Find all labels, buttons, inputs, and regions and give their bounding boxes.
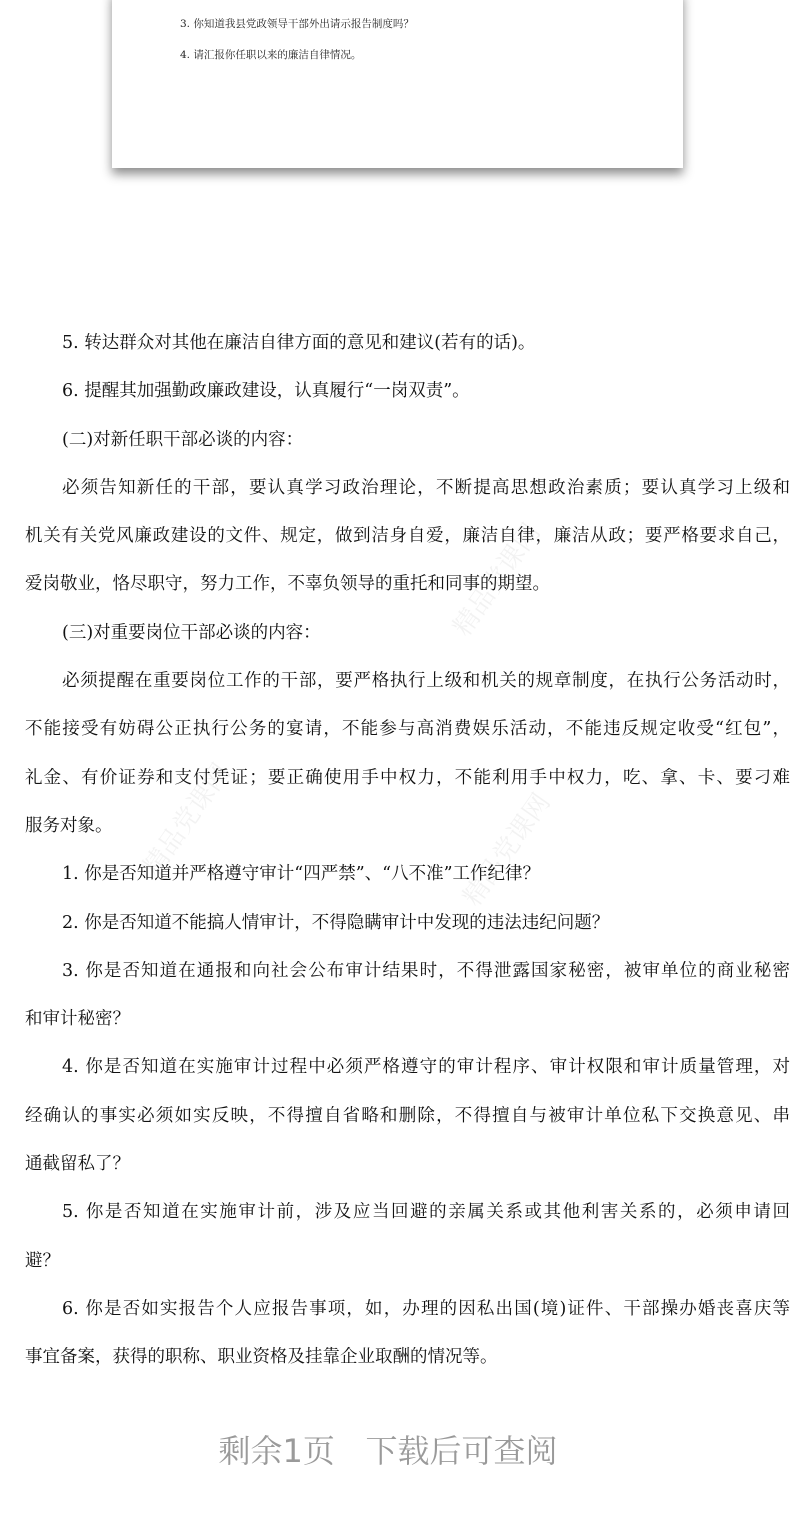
paragraph (25, 857, 790, 905)
paragraph-line: 经确认的事实必须如实反映，不得擅自省略和删除，不得擅自与被审计单位私下交换意见、串 (25, 1105, 790, 1126)
paragraph-line: 必须提醒在重要岗位工作的干部，要严格执行上级和机关的规章制度，在执行公务活动时， (62, 671, 790, 692)
preview-page-card (112, 0, 683, 168)
remaining-pages-text: 剩余1页 (218, 1432, 335, 1470)
paragraph-line: 4. 你是否知道在实施审计过程中必须严格遵守的审计程序、审计权限和审计质量管理，对 (62, 1057, 790, 1078)
paragraph (25, 906, 790, 954)
paragraph-line: 通截留私了？ (25, 1154, 130, 1175)
paragraph-line: (二)对新任职干部必谈的内容： (62, 429, 304, 450)
preview-line: 4. 请汇报你任职以来的廉洁自律情况。 (180, 49, 362, 61)
paragraph-line: 不能接受有妨碍公正执行公务的宴请，不能参与高消费娱乐活动，不能违反规定收受“红包”， (25, 719, 790, 740)
paragraph (25, 616, 790, 664)
paragraph (25, 1195, 790, 1292)
paragraph (25, 954, 790, 1051)
paragraph-line: 2. 你是否知道不能搞人情审计，不得隐瞒审计中发现的违法违纪问题？ (62, 912, 610, 933)
paragraph-line: 6. 你是否如实报告个人应报告事项，如，办理的因私出国(境)证件、干部操办婚丧喜庆等 (62, 1298, 790, 1319)
download-prompt[interactable] (0, 1426, 776, 1472)
paragraph-line: 事宜备案，获得的职称、职业资格及挂靠企业取酬的情况等。 (25, 1347, 498, 1368)
paragraph (25, 374, 790, 422)
download-hint-text: 下载后可查阅 (365, 1432, 558, 1470)
paragraph-line: (三)对重要岗位干部必谈的内容： (62, 622, 321, 643)
paragraph-line: 机关有关党风廉政建设的文件、规定，做到洁身自爱，廉洁自律，廉洁从政；要严格要求自己， (25, 526, 790, 547)
paragraph-line: 礼金、有价证券和支付凭证；要正确使用手中权力，不能利用手中权力，吃、拿、卡、要刁难 (25, 767, 790, 788)
paragraph-line: 爱岗敬业，恪尽职守，努力工作，不辜负领导的重托和同事的期望。 (25, 574, 550, 595)
document-body (25, 326, 790, 1389)
paragraph-line: 5. 你是否知道在实施审计前，涉及应当回避的亲属关系或其他利害关系的，必须申请回 (62, 1202, 790, 1223)
paragraph-line: 和审计秘密？ (25, 1009, 130, 1030)
paragraph-line: 必须告知新任的干部，要认真学习政治理论，不断提高思想政治素质；要认真学习上级和 (62, 477, 790, 498)
paragraph-line: 服务对象。 (25, 815, 113, 836)
paragraph (25, 1292, 790, 1389)
paragraph (25, 1050, 790, 1195)
watermark: 精品党课网 (457, 788, 557, 912)
paragraph (25, 664, 790, 857)
paragraph (25, 326, 790, 374)
paragraph-line: 3. 你是否知道在通报和向社会公布审计结果时，不得泄露国家秘密，被审单位的商业秘密 (62, 960, 790, 981)
watermark: 精品党课网 (447, 518, 547, 642)
paragraph-line: 1. 你是否知道并严格遵守审计“四严禁”、“八不准”工作纪律？ (62, 864, 541, 885)
paragraph (25, 471, 790, 616)
paragraph-line: 5. 转达群众对其他在廉洁自律方面的意见和建议(若有的话)。 (62, 333, 536, 353)
watermark: 精品党课网 (137, 758, 237, 882)
paragraph-line: 避？ (25, 1250, 60, 1271)
paragraph-line: 6. 提醒其加强勤政廉政建设，认真履行“一岗双责”。 (62, 381, 470, 402)
paragraph (25, 423, 790, 471)
preview-line: 3. 你知道我县党政领导干部外出请示报告制度吗？ (180, 18, 414, 30)
